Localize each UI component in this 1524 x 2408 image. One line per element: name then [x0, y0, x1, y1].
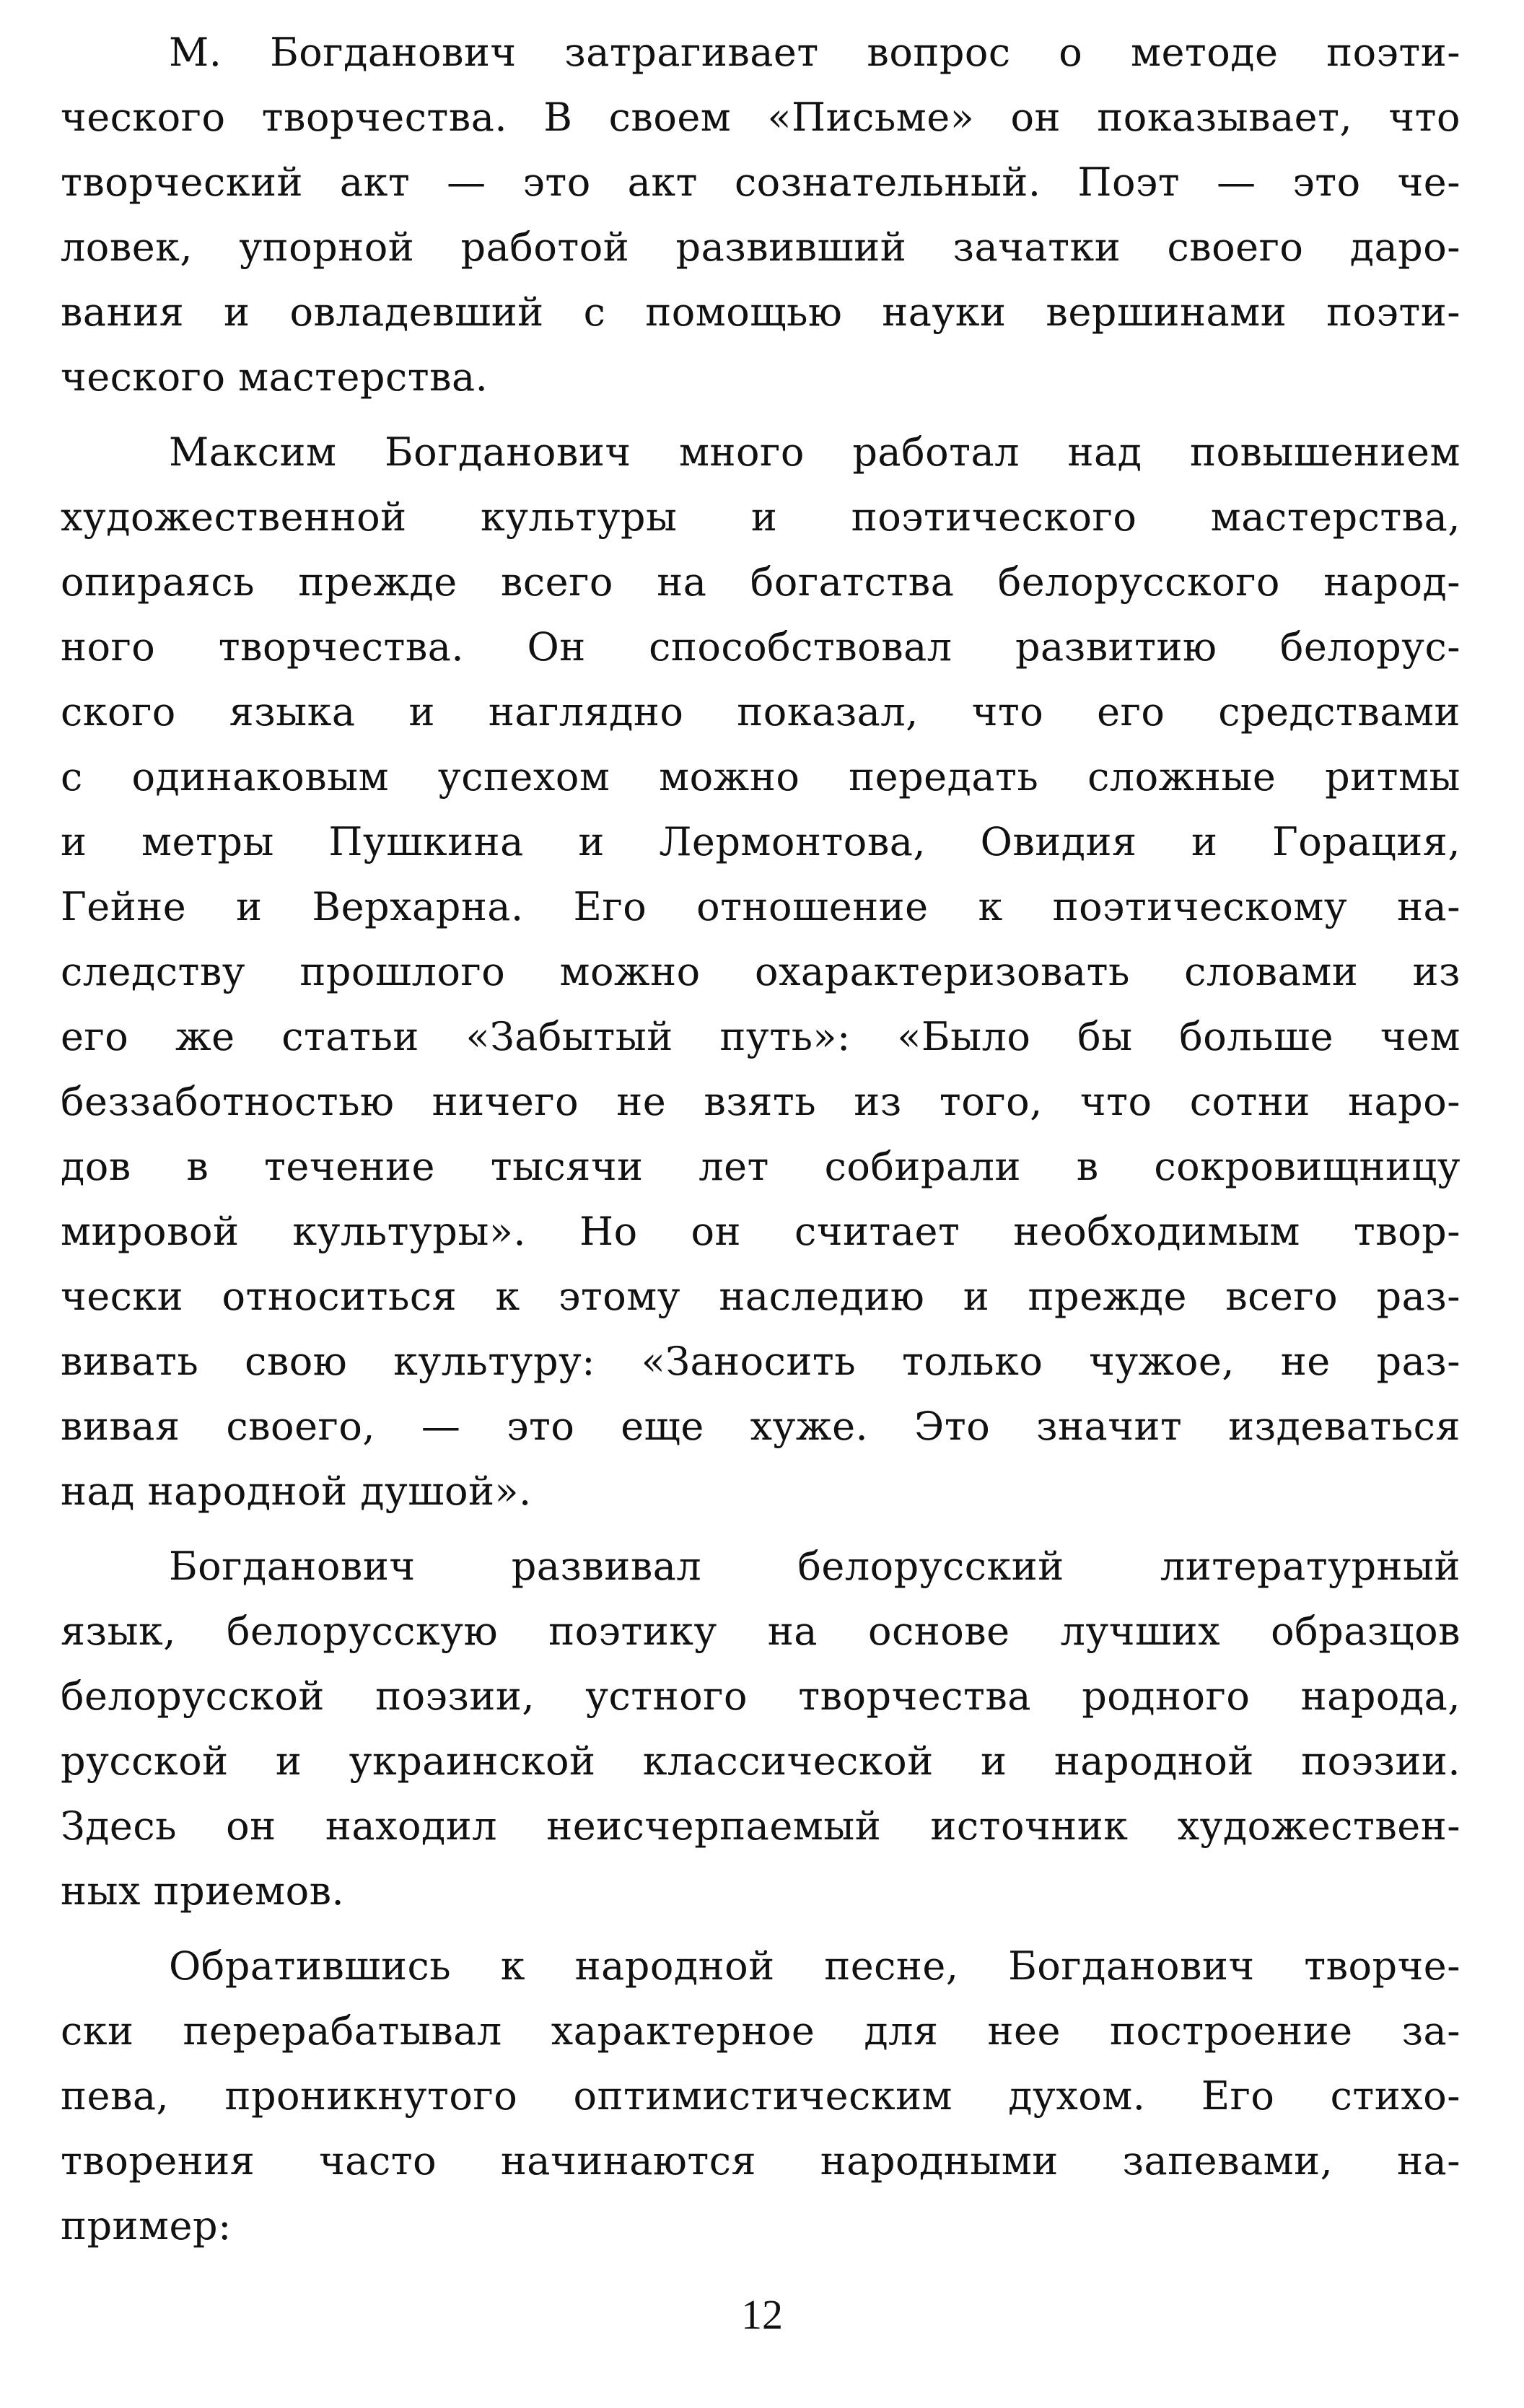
paragraph [61, 20, 1460, 410]
body-text [61, 20, 1460, 2269]
text-line: Гейне и Верхарна. Его отношение к поэтическому на- [61, 884, 1460, 929]
text-line: ски перерабатывал характерное для нее построение за- [61, 2008, 1460, 2054]
text-line: дов в течение тысячи лет собирали в сокровищницу [61, 1144, 1460, 1189]
text-line: опираясь прежде всего на богатства белорусского народ- [61, 559, 1460, 605]
text-line: пева, проникнутого оптимистическим духом. Его стихо- [61, 2073, 1460, 2119]
text-line: с одинаковым успехом можно передать сложные ритмы [61, 754, 1460, 800]
text-line: белорусской поэзии, устного творчества родного народа, [61, 1673, 1460, 1719]
text-line: вивая своего, — это еще хуже. Это значит издеваться [61, 1404, 1460, 1449]
paragraph [61, 1934, 1460, 2259]
text-line: следству прошлого можно охарактеризовать словами из [61, 949, 1460, 994]
text-line: творения часто начинаются народными запевами, на- [61, 2138, 1460, 2184]
paragraph [61, 1534, 1460, 1924]
text-line: художественной культуры и поэтического мастерства, [61, 494, 1460, 540]
text-line: ского языка и наглядно показал, что его средствами [61, 689, 1460, 735]
text-line: ческого мастерства. [61, 354, 489, 400]
text-line: Максим Богданович много работал над повышением [169, 429, 1460, 475]
page-number: 12 [741, 2291, 783, 2338]
text-line: ных приемов. [61, 1868, 345, 1914]
text-line: беззаботностью ничего не взять из того, что сотни наро- [61, 1079, 1460, 1124]
text-line: чески относиться к этому наследию и прежде всего раз- [61, 1274, 1460, 1319]
text-line: творческий акт — это акт сознательный. Поэт — это че- [61, 159, 1460, 205]
text-line: пример: [61, 2203, 232, 2249]
text-line: ловек, упорной работой развивший зачатки своего даро- [61, 224, 1460, 270]
text-line: Здесь он находил неисчерпаемый источник художествен- [61, 1803, 1460, 1849]
text-line: над народной душой». [61, 1468, 532, 1514]
text-line: мировой культуры». Но он считает необходимым твор- [61, 1209, 1460, 1254]
text-line: русской и украинской классической и народной поэзии. [61, 1738, 1460, 1784]
paragraph [61, 420, 1460, 1524]
text-line: вивать свою культуру: «Заносить только чужое, не раз- [61, 1339, 1460, 1384]
text-line: язык, белорусскую поэтику на основе лучших образцов [61, 1608, 1460, 1654]
text-line: Обратившись к народной песне, Богданович творче- [169, 1943, 1460, 1989]
text-line: его же статьи «Забытый путь»: «Было бы больше чем [61, 1014, 1460, 1059]
text-line: вания и овладевший с помощью науки вершинами поэти- [61, 289, 1460, 335]
text-line: ческого творчества. В своем «Письме» он показывает, что [61, 95, 1460, 140]
text-line: и метры Пушкина и Лермонтова, Овидия и Горация, [61, 819, 1460, 864]
text-line: ного творчества. Он способствовал развитию белорус- [61, 624, 1460, 670]
text-line: Богданович развивал белорусский литературный [169, 1544, 1460, 1589]
text-line: М. Богданович затрагивает вопрос о методе поэти- [169, 30, 1460, 75]
